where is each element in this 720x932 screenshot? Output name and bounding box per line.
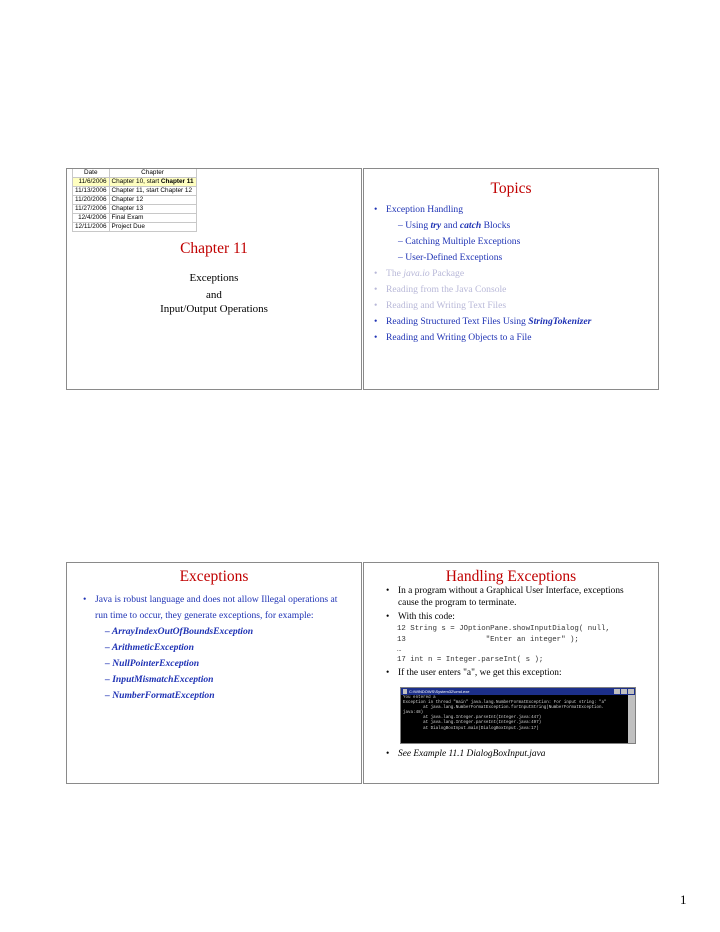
bullet-icon: • (374, 332, 378, 343)
schedule-chapter: Chapter 11, start Chapter 12 (109, 187, 196, 196)
schedule-chapter: Project Due (109, 223, 196, 232)
maximize-icon (621, 689, 627, 694)
handling-bullet (384, 668, 646, 680)
bullet-icon: • (386, 586, 390, 596)
schedule-row (73, 214, 197, 223)
exception-item (81, 688, 341, 704)
schedule-chapter (109, 178, 196, 187)
topic-text: Reading from the Java Console (386, 284, 507, 295)
exceptions-list (81, 592, 341, 704)
exception-name: ArithmeticException (111, 642, 194, 653)
slide-chapter-title (66, 168, 362, 390)
topic-bullet (372, 204, 657, 216)
bullet-icon: • (374, 268, 378, 279)
handling-text: With this code: (398, 612, 455, 622)
bullet-icon: • (386, 667, 390, 678)
minimize-icon (614, 689, 620, 694)
topic-bullet (372, 284, 657, 296)
dash: – (105, 674, 113, 685)
exception-item (81, 656, 341, 672)
schedule-date: 12/4/2006 (73, 214, 110, 223)
console-output: You entered a Exception in thread "main" java.lang.NumberFormatException: For input string: "a" at java.lang.NumberFormatException.forInputString(NumberFormatException. java:48) at java.lang.Integer.parseInt(Integer.java:447) at java.lang.Integer.parseInt(Integer.java:497) at DialogBoxInput.main(DialogBoxInput.java:17) (403, 696, 607, 731)
schedule-date: 11/20/2006 (73, 196, 110, 205)
topic-keyword: java.io (403, 268, 430, 279)
handling-text: See Example 11.1 DialogBoxInput.java (398, 749, 546, 759)
schedule-chapter-bold: Chapter 11 (160, 178, 194, 185)
schedule-chapter: Chapter 13 (109, 205, 196, 214)
topic-text: and (441, 220, 460, 231)
topic-text: Reading and Writing Objects to a File (386, 332, 532, 343)
console-scrollbar (628, 695, 635, 743)
topic-subitem: – User-Defined Exceptions (398, 252, 503, 263)
subtitle-line: Exceptions (189, 272, 239, 284)
schedule-header-chapter: Chapter (109, 169, 196, 178)
slide-title: Exceptions (179, 568, 249, 585)
slide-title: Handling Exceptions (445, 568, 577, 585)
bullet-icon: • (386, 749, 390, 759)
exception-item (81, 672, 341, 688)
subtitle-line: Input/Output Operations (160, 303, 268, 315)
topic-subitem: – Catching Multiple Exceptions (398, 236, 521, 247)
slide-title: Chapter 11 (180, 240, 248, 257)
handling-text: If the user enters "a", we get this exception: (398, 667, 562, 678)
exception-name: NumberFormatException (112, 690, 215, 701)
topic-bullet (372, 332, 657, 344)
subtitle-line: and (206, 289, 222, 301)
console-icon (403, 689, 407, 694)
bullet-icon: • (374, 204, 378, 215)
console-title: C:\WINDOWS\System32\cmd.exe (409, 689, 470, 694)
schedule-row (73, 178, 197, 187)
bullet-icon: • (374, 284, 378, 295)
topic-keyword: catch (459, 220, 482, 231)
schedule-date: 11/6/2006 (73, 178, 110, 187)
topic-text: Reading and Writing Text Files (386, 300, 507, 311)
topic-keyword: StringTokenizer (528, 316, 592, 327)
topic-text: Package (429, 268, 465, 279)
code-line: 12 String s = JOptionPane.showInputDialog( null, (397, 624, 610, 633)
exception-item (81, 640, 341, 656)
dash: – (105, 658, 113, 669)
schedule-date: 11/13/2006 (73, 187, 110, 196)
topic-bullet (372, 300, 657, 312)
console-window (400, 687, 636, 744)
schedule-row (73, 205, 197, 214)
close-icon (628, 689, 634, 694)
exception-name: InputMismatchException (112, 674, 214, 685)
slide-topics (363, 168, 659, 390)
schedule-header-row (73, 169, 197, 178)
schedule-date: 11/27/2006 (73, 205, 110, 214)
topic-text: Blocks (481, 220, 511, 231)
topic-subitem (372, 220, 657, 232)
dash: – (105, 690, 113, 701)
bullet-icon: • (83, 594, 87, 605)
schedule-row (73, 196, 197, 205)
code-line: … (397, 645, 402, 654)
handling-list (384, 586, 646, 679)
bullet-icon: • (386, 612, 390, 622)
topic-text: Reading Structured Text Files Using (386, 316, 529, 327)
handling-text: In a program without a Graphical User Interface, exceptions cause the program to terminate. (398, 586, 624, 608)
topic-keyword: try (430, 220, 442, 231)
schedule-table (72, 169, 197, 232)
schedule-chapter-text: Chapter 10, start (111, 178, 161, 185)
page-number: 1 (680, 892, 687, 907)
topic-bullet (372, 268, 657, 280)
bullet-icon: • (374, 300, 378, 311)
exceptions-intro (81, 592, 341, 624)
handling-bullet (384, 612, 646, 624)
slide-handling-exceptions (363, 562, 659, 784)
schedule-row (73, 187, 197, 196)
schedule-chapter: Final Exam (109, 214, 196, 223)
exception-name: NullPointerException (112, 658, 200, 669)
handling-bullet (384, 586, 646, 609)
bullet-icon: • (374, 316, 378, 327)
schedule-row (73, 223, 197, 232)
handling-bullet (384, 749, 646, 761)
slide-exceptions (66, 562, 362, 784)
dash: – (105, 642, 112, 653)
topic-text: Exception Handling (386, 204, 463, 215)
topic-text: The (386, 268, 404, 279)
exception-name: ArrayIndexOutOfBoundsException (111, 626, 254, 637)
exception-item (81, 624, 341, 640)
dash: – (105, 626, 112, 637)
topics-list (372, 204, 657, 344)
console-titlebar (401, 688, 635, 695)
exceptions-intro-text: Java is robust language and does not allow Illegal operations at run time to occur, they generate exceptions, for example: (95, 594, 338, 621)
handling-list-bottom (384, 749, 646, 761)
code-line: 17 int n = Integer.parseInt( s ); (397, 655, 544, 664)
code-line: 13 "Enter an integer" ); (397, 635, 579, 644)
topic-bullet (372, 316, 657, 328)
slide-title: Topics (490, 180, 532, 197)
schedule-date: 12/11/2006 (73, 223, 110, 232)
topic-text: – Using (398, 220, 431, 231)
schedule-header-date: Date (73, 169, 110, 178)
schedule-chapter: Chapter 12 (109, 196, 196, 205)
